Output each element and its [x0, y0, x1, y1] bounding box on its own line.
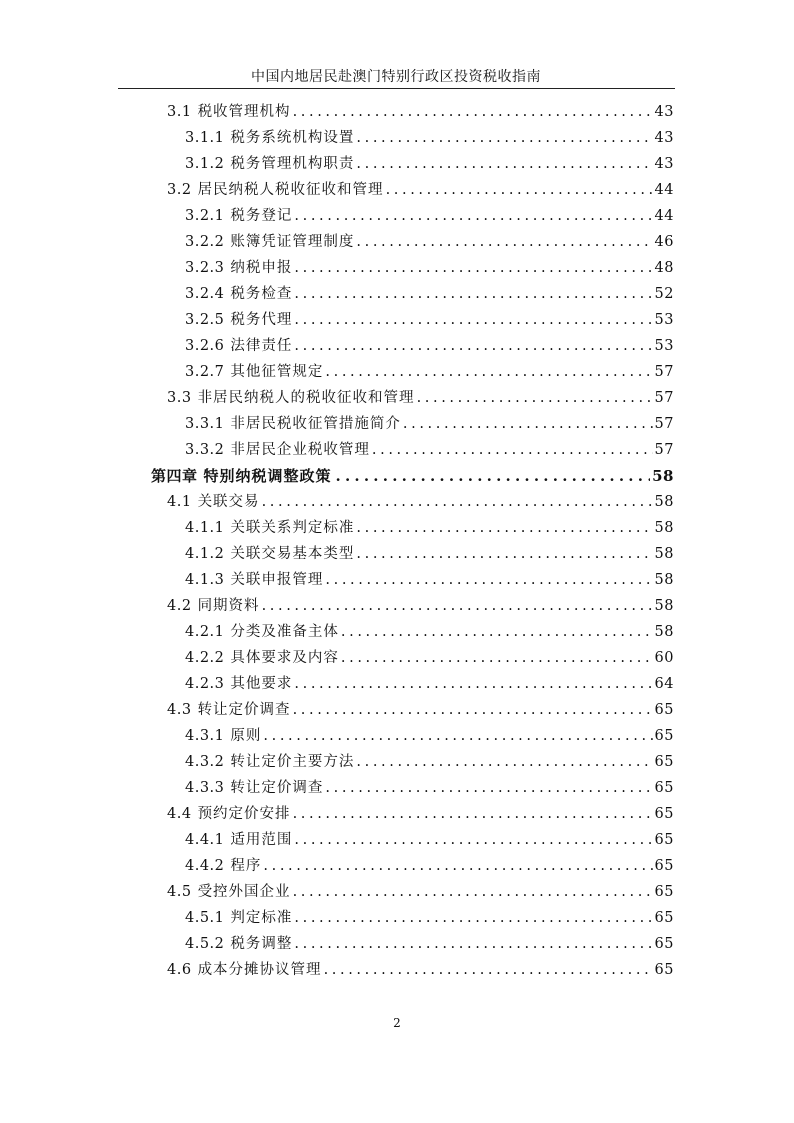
toc-row: [0, 387, 794, 413]
toc-entry-title: 关联交易: [197, 494, 260, 510]
toc-entry-page: 43: [654, 130, 674, 146]
toc-entry-page: 58: [654, 598, 674, 614]
toc-entry-title: 判定标准: [230, 910, 293, 926]
toc-entry-page: 57: [654, 442, 674, 458]
toc-row: [0, 855, 794, 881]
toc-entry-page: 65: [654, 702, 674, 718]
toc-entry-title: 税务管理机构职责: [230, 156, 355, 172]
toc-chapter-entry[interactable]: [151, 465, 674, 487]
page-header-title: 中国内地居民赴澳门特别行政区投资税收指南: [251, 69, 541, 85]
dot-leader: [262, 491, 653, 513]
toc-entry-title: 分类及准备主体: [230, 624, 339, 640]
toc-entry-title: 原则: [230, 728, 262, 744]
toc-row: [0, 309, 794, 335]
dot-leader: [341, 647, 653, 669]
toc-entry-number: 4.6: [167, 962, 192, 978]
toc-entry[interactable]: [185, 621, 674, 643]
dot-leader: [293, 101, 653, 123]
toc-entry-page: 65: [654, 858, 674, 874]
toc-entry[interactable]: [185, 257, 674, 279]
toc-row: [0, 725, 794, 751]
toc-entry-title: 特别纳税调整政策: [203, 467, 332, 485]
toc-entry[interactable]: [167, 595, 674, 617]
toc-entry[interactable]: [167, 101, 674, 123]
toc-entry-page: 65: [654, 832, 674, 848]
toc-entry-title: 税收管理机构: [197, 104, 291, 120]
toc-entry-page: 58: [654, 624, 674, 640]
dot-leader: [417, 387, 653, 409]
toc-entry-number: 3.1.2: [185, 156, 225, 172]
dot-leader: [293, 881, 653, 903]
dot-leader: [294, 283, 652, 305]
dot-leader: [403, 413, 653, 435]
toc-entry-number: 4.2.2: [185, 650, 225, 666]
toc-entry-number: 4.2.1: [185, 624, 225, 640]
toc-entry[interactable]: [185, 647, 674, 669]
dot-leader: [263, 725, 652, 747]
toc-entry[interactable]: [185, 673, 674, 695]
toc-entry[interactable]: [185, 413, 674, 435]
toc-entry-title: 税务检查: [230, 286, 293, 302]
toc-entry-number: 3.2.3: [185, 260, 225, 276]
toc-entry-title: 转让定价主要方法: [230, 754, 355, 770]
toc-entry[interactable]: [185, 855, 674, 877]
toc-entry-page: 58: [654, 494, 674, 510]
toc-entry-title: 其他征管规定: [230, 364, 324, 380]
toc-entry-page: 65: [654, 962, 674, 978]
toc-entry-page: 58: [652, 467, 674, 485]
dot-leader: [294, 829, 652, 851]
toc-entry-page: 43: [654, 104, 674, 120]
header-divider: [118, 88, 675, 89]
toc-entry-page: 60: [654, 650, 674, 666]
dot-leader: [294, 335, 652, 357]
toc-entry[interactable]: [185, 231, 674, 253]
toc-entry[interactable]: [167, 803, 674, 825]
toc-row: [0, 413, 794, 439]
toc-entry[interactable]: [185, 439, 674, 461]
toc-row: [0, 491, 794, 517]
toc-entry-title: 法律责任: [230, 338, 293, 354]
toc-row: [0, 595, 794, 621]
toc-entry-title: 非居民企业税收管理: [230, 442, 370, 458]
toc-entry-number: 3.2.1: [185, 208, 225, 224]
toc-row: [0, 257, 794, 283]
toc-entry[interactable]: [167, 881, 674, 903]
toc-entry-number: 4.5: [167, 884, 192, 900]
toc-entry-title: 成本分摊协议管理: [197, 962, 322, 978]
toc-row: [0, 127, 794, 153]
dot-leader: [356, 517, 652, 539]
toc-row: [0, 153, 794, 179]
dot-leader: [341, 621, 653, 643]
toc-entry-number: 4.3.1: [185, 728, 225, 744]
toc-entry-title: 程序: [230, 858, 262, 874]
toc-entry-title: 税务代理: [230, 312, 293, 328]
toc-row: [0, 101, 794, 127]
dot-leader: [325, 361, 652, 383]
dot-leader: [325, 777, 652, 799]
toc-entry-title: 同期资料: [197, 598, 260, 614]
toc-entry-number: 4.3: [167, 702, 192, 718]
toc-entry-number: 3.3.2: [185, 442, 225, 458]
toc-entry[interactable]: [167, 699, 674, 721]
dot-leader: [356, 231, 652, 253]
toc-entry-title: 非居民税收征管措施简介: [230, 416, 401, 432]
toc-entry[interactable]: [185, 283, 674, 305]
toc-entry-number: 4.2: [167, 598, 192, 614]
toc-entry-page: 65: [654, 728, 674, 744]
toc-entry-number: 4.3.3: [185, 780, 225, 796]
toc-entry-number: 4.5.1: [185, 910, 225, 926]
toc-entry-title: 账簿凭证管理制度: [230, 234, 355, 250]
toc-row: [0, 751, 794, 777]
toc-entry-title: 关联关系判定标准: [230, 520, 355, 536]
toc-entry-number: 4.4.1: [185, 832, 225, 848]
toc-entry-page: 44: [654, 182, 674, 198]
toc-entry-title: 转让定价调查: [230, 780, 324, 796]
toc-row: [0, 621, 794, 647]
dot-leader: [294, 673, 652, 695]
toc-entry-number: 3.2.5: [185, 312, 225, 328]
toc-row: [0, 777, 794, 803]
dot-leader: [294, 309, 652, 331]
toc-entry-number: 4.4: [167, 806, 192, 822]
toc-entry-page: 58: [654, 546, 674, 562]
toc-row: [0, 569, 794, 595]
toc-entry-page: 43: [654, 156, 674, 172]
toc-entry-page: 57: [654, 390, 674, 406]
toc-entry[interactable]: [167, 179, 674, 201]
toc-entry-number: 3.2.6: [185, 338, 225, 354]
toc-entry-page: 57: [654, 364, 674, 380]
toc-entry[interactable]: [185, 933, 674, 955]
toc-entry[interactable]: [167, 387, 674, 409]
toc-entry-title: 居民纳税人税收征收和管理: [197, 182, 384, 198]
toc-entry-title: 税务调整: [230, 936, 293, 952]
toc-entry[interactable]: [185, 309, 674, 331]
toc-entry-number: 第四章: [151, 467, 198, 485]
toc-row: [0, 283, 794, 309]
toc-entry[interactable]: [185, 517, 674, 539]
toc-entry-title: 受控外国企业: [197, 884, 291, 900]
toc-row: [0, 647, 794, 673]
toc-entry-number: 3.1: [167, 104, 192, 120]
toc-entry-title: 关联申报管理: [230, 572, 324, 588]
dot-leader: [356, 543, 652, 565]
toc-row: [0, 335, 794, 361]
toc-row: [0, 231, 794, 257]
toc-entry[interactable]: [185, 127, 674, 149]
toc-entry-page: 46: [654, 234, 674, 250]
dot-leader: [294, 257, 652, 279]
dot-leader: [262, 595, 653, 617]
toc-row: [0, 933, 794, 959]
dot-leader: [294, 933, 652, 955]
dot-leader: [356, 751, 652, 773]
toc-entry-number: 3.3: [167, 390, 192, 406]
toc-entry-number: 4.2.3: [185, 676, 225, 692]
toc-row: [0, 803, 794, 829]
toc-entry[interactable]: [167, 491, 674, 513]
toc-entry-number: 3.2.7: [185, 364, 225, 380]
toc-entry-page: 65: [654, 884, 674, 900]
toc-entry-title: 转让定价调查: [197, 702, 291, 718]
toc-entry[interactable]: [185, 153, 674, 175]
toc-entry-page: 53: [654, 338, 674, 354]
toc-row: [0, 179, 794, 205]
toc-entry-number: 4.5.2: [185, 936, 225, 952]
toc-entry[interactable]: [185, 907, 674, 929]
toc-row: [0, 361, 794, 387]
toc-entry-title: 非居民纳税人的税收征收和管理: [197, 390, 415, 406]
page-number: 2: [393, 1016, 401, 1030]
toc-entry-title: 适用范围: [230, 832, 293, 848]
toc-entry[interactable]: [185, 361, 674, 383]
toc-entry-number: 3.2.2: [185, 234, 225, 250]
toc-row: [0, 959, 794, 985]
toc-entry-number: 4.1.2: [185, 546, 225, 562]
toc-entry-title: 关联交易基本类型: [230, 546, 355, 562]
toc-entry-page: 65: [654, 754, 674, 770]
toc-row: [0, 829, 794, 855]
toc-entry[interactable]: [185, 751, 674, 773]
toc-row: [0, 543, 794, 569]
toc-entry-page: 58: [654, 520, 674, 536]
toc-entry-page: 64: [654, 676, 674, 692]
toc-row: [0, 205, 794, 231]
toc-entry-title: 具体要求及内容: [230, 650, 339, 666]
toc-row: [0, 699, 794, 725]
toc-entry-page: 57: [654, 416, 674, 432]
dot-leader: [386, 179, 653, 201]
toc-row: [0, 673, 794, 699]
toc-row: [0, 881, 794, 907]
toc-entry[interactable]: [185, 725, 674, 747]
dot-leader: [294, 205, 652, 227]
toc-entry-page: 65: [654, 910, 674, 926]
toc-entry-page: 52: [654, 286, 674, 302]
dot-leader: [336, 465, 651, 487]
toc-entry-page: 48: [654, 260, 674, 276]
toc-entry-title: 其他要求: [230, 676, 293, 692]
toc-entry-number: 4.1.3: [185, 572, 225, 588]
dot-leader: [356, 127, 652, 149]
toc-entry-title: 预约定价安排: [197, 806, 291, 822]
toc-entry[interactable]: [185, 829, 674, 851]
toc-row: [0, 465, 794, 491]
toc-entry[interactable]: [185, 335, 674, 357]
toc-entry-page: 58: [654, 572, 674, 588]
dot-leader: [372, 439, 653, 461]
dot-leader: [294, 907, 652, 929]
dot-leader: [293, 803, 653, 825]
toc-row: [0, 907, 794, 933]
dot-leader: [324, 959, 653, 981]
toc-entry-title: 纳税申报: [230, 260, 293, 276]
toc-entry-number: 3.1.1: [185, 130, 225, 146]
dot-leader: [263, 855, 652, 877]
toc-entry[interactable]: [185, 569, 674, 591]
toc-entry-number: 4.3.2: [185, 754, 225, 770]
toc-entry[interactable]: [185, 777, 674, 799]
toc-entry-page: 65: [654, 806, 674, 822]
toc-entry[interactable]: [185, 205, 674, 227]
toc-entry[interactable]: [185, 543, 674, 565]
toc-entry-number: 3.2.4: [185, 286, 225, 302]
dot-leader: [325, 569, 652, 591]
dot-leader: [356, 153, 652, 175]
toc-entry-number: 4.4.2: [185, 858, 225, 874]
toc-entry-number: 4.1.1: [185, 520, 225, 536]
toc-entry-title: 税务系统机构设置: [230, 130, 355, 146]
toc-entry-page: 65: [654, 936, 674, 952]
toc-entry-number: 4.1: [167, 494, 192, 510]
toc-entry[interactable]: [167, 959, 674, 981]
toc-row: [0, 439, 794, 465]
toc-entry-page: 44: [654, 208, 674, 224]
toc-entry-page: 65: [654, 780, 674, 796]
toc-entry-number: 3.3.1: [185, 416, 225, 432]
dot-leader: [293, 699, 653, 721]
toc-entry-title: 税务登记: [230, 208, 293, 224]
toc-entry-page: 53: [654, 312, 674, 328]
toc-row: [0, 517, 794, 543]
toc-entry-number: 3.2: [167, 182, 192, 198]
